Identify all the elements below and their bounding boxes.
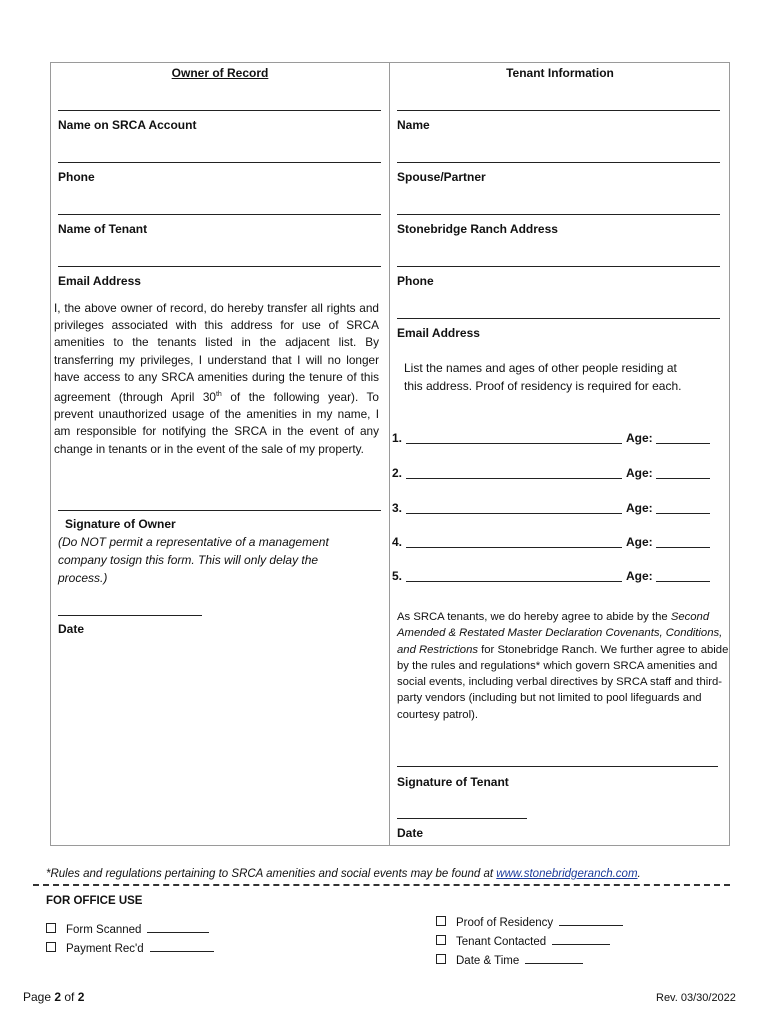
tenant-name-label: Name of Tenant — [58, 222, 148, 236]
resident-row — [392, 535, 722, 551]
page-total: 2 — [77, 990, 85, 1004]
agreement-italic: Second Amended & Restated Master Declaration Covenants, Conditions, and Restrictions — [397, 611, 723, 656]
owner-phone-label: Phone — [58, 170, 95, 184]
page-prefix: Page — [23, 990, 55, 1004]
resident-row — [392, 431, 722, 447]
owner-email-label: Email Address — [58, 274, 141, 288]
agreement-text-a: As SRCA tenants, we do hereby agree to abide by the — [397, 611, 671, 623]
tenant-email-label: Email Address — [397, 326, 480, 340]
tenant-phone-line[interactable] — [397, 266, 720, 267]
office-line[interactable] — [525, 953, 583, 964]
office-line[interactable] — [147, 922, 209, 933]
resident-age-label: Age: — [626, 431, 653, 445]
resident-number: 1. — [392, 431, 403, 445]
footnote-end: . — [637, 868, 641, 880]
resident-number: 5. — [392, 569, 403, 583]
tenant-heading: Tenant Information — [506, 66, 614, 80]
office-item-label: Date & Time — [456, 955, 520, 967]
address-line[interactable] — [397, 214, 720, 215]
tenant-name-field-line[interactable] — [397, 110, 720, 111]
office-line[interactable] — [150, 941, 214, 952]
checkbox-icon[interactable] — [46, 942, 56, 952]
checkbox-icon[interactable] — [46, 923, 56, 933]
office-item-contacted[interactable] — [436, 934, 610, 948]
tenant-email-line[interactable] — [397, 318, 720, 319]
resident-name-line[interactable] — [406, 443, 622, 444]
resident-row — [392, 501, 722, 517]
owner-date-line[interactable] — [58, 615, 202, 616]
resident-row — [392, 466, 722, 482]
checkbox-icon[interactable] — [436, 935, 446, 945]
owner-heading: Owner of Record — [171, 66, 269, 80]
office-item-datetime[interactable] — [436, 953, 583, 967]
resident-age-line[interactable] — [656, 581, 710, 582]
tenant-date-line[interactable] — [397, 818, 527, 819]
revision: Rev. 03/30/2022 — [656, 992, 736, 1004]
transfer-sup: th — [215, 391, 222, 399]
page-mid: of — [61, 990, 78, 1004]
owner-phone-line[interactable] — [58, 162, 381, 163]
page-current: 2 — [54, 990, 62, 1004]
resident-age-line[interactable] — [656, 547, 710, 548]
resident-name-line[interactable] — [406, 581, 622, 582]
office-item-form-scanned[interactable] — [46, 922, 209, 936]
office-item-proof[interactable] — [436, 915, 623, 929]
office-item-label: Payment Rec'd — [66, 943, 144, 955]
resident-age-label: Age: — [626, 501, 653, 515]
footnote — [46, 868, 641, 880]
page-number — [23, 990, 84, 1004]
resident-number: 4. — [392, 535, 403, 549]
tenant-agreement — [397, 609, 729, 723]
resident-name-line[interactable] — [406, 478, 622, 479]
transfer-text-1: I, the above owner of record, do hereby transfer all rights and privileges associated with this address for use of SRCA amenities to the tenants listed in the adjacent list. By transferring my privileges, I understand that I will no longer have access to any SRCA amenities during the tenure of this agreement (through April 30 — [54, 301, 379, 404]
tenant-name-line[interactable] — [58, 214, 381, 215]
tenant-name-field-label: Name — [397, 118, 430, 132]
owner-signature-label: Signature of Owner — [65, 517, 176, 531]
owner-date-label: Date — [58, 622, 85, 636]
agreement-text-b: for Stonebridge Ranch. We further agree to abide by the rules and regulations* which govern SRCA amenities and social events, including verbal directives by SRCA staff and third-party vendors (including but not limited to pool lifeguards and courtesy patrol). — [397, 643, 729, 721]
checkbox-icon[interactable] — [436, 916, 446, 926]
resident-age-line[interactable] — [656, 513, 710, 514]
resident-number: 3. — [392, 501, 403, 515]
website-link[interactable]: www.stonebridgeranch.com — [496, 868, 638, 880]
office-line[interactable] — [559, 915, 623, 926]
office-item-payment[interactable] — [46, 941, 214, 955]
resident-age-line[interactable] — [656, 443, 710, 444]
resident-row — [392, 569, 722, 585]
address-label: Stonebridge Ranch Address — [397, 222, 558, 236]
office-item-label: Proof of Residency — [456, 917, 554, 929]
tenant-phone-label: Phone — [397, 274, 434, 288]
tenant-date-label: Date — [397, 826, 424, 840]
resident-name-line[interactable] — [406, 547, 622, 548]
owner-signature-line[interactable] — [58, 510, 381, 511]
resident-age-label: Age: — [626, 466, 653, 480]
spouse-label: Spouse/Partner — [397, 170, 486, 184]
residents-intro: List the names and ages of other people residing at this address. Proof of residency is required for each. — [404, 361, 682, 393]
transfer-paragraph — [54, 300, 379, 458]
column-divider — [389, 62, 390, 846]
tenant-signature-line[interactable] — [397, 766, 718, 767]
tenant-signature-label: Signature of Tenant — [397, 775, 509, 789]
resident-name-line[interactable] — [406, 513, 622, 514]
owner-email-line[interactable] — [58, 266, 381, 267]
checkbox-icon[interactable] — [436, 954, 446, 964]
owner-name-line[interactable] — [58, 110, 381, 111]
office-item-label: Form Scanned — [66, 924, 142, 936]
resident-age-label: Age: — [626, 535, 653, 549]
resident-number: 2. — [392, 466, 403, 480]
office-line[interactable] — [552, 934, 610, 945]
cut-line — [33, 884, 730, 886]
owner-signature-note: (Do NOT permit a representative of a management company tosign this form. This will only delay the process.) — [58, 535, 329, 585]
office-use-title: FOR OFFICE USE — [46, 895, 143, 907]
spouse-line[interactable] — [397, 162, 720, 163]
owner-name-label: Name on SRCA Account — [58, 118, 197, 132]
transfer-text-2: of the following year). To prevent unauthorized usage of the amenities in my name, I am responsible for notifying the SRCA in the event of any change in tenants or in the event of the sale of my property. — [54, 389, 379, 456]
office-item-label: Tenant Contacted — [456, 936, 547, 948]
resident-age-line[interactable] — [656, 478, 710, 479]
footnote-text: *Rules and regulations pertaining to SRCA amenities and social events may be found at — [46, 868, 497, 880]
resident-age-label: Age: — [626, 569, 653, 583]
